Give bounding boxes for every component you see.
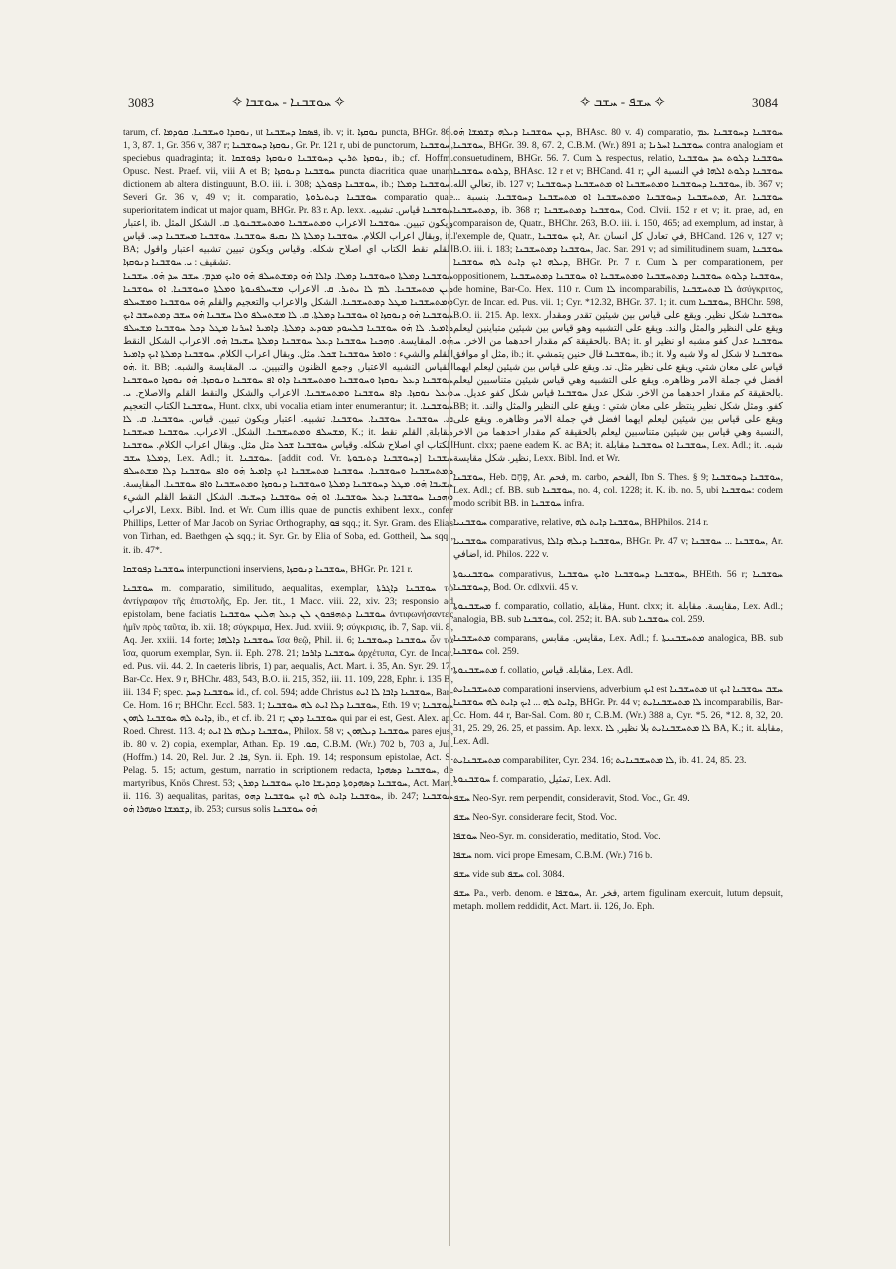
entry-paragraph: ܚܘܫܒܢܐ m. comparatio, similitudo, aequalitas, exemplar, ܚܘܫܒܢܐ ܕܐܓܪܬܐ τὸ ἀντίγραφον τῆς ἐπιστολῆς, Ep. Jer. tit., 1 Macc. viii. 22, xiv. 23; responsio ad epistolam, bene faciatis ܚܘܫܒܢܐ ܕܬܗܦܟܘܢ ܠܢ ܕܥܠ ܗܠܝܢ ܚܘܫܒܢܐ ἀντιφωνήσαντες ἡμῖν πρὸς ταῦτα, ib. xii. 18; σύγκριμα, Hex. Jud. xviii. 9; σύγκρισις, ib. 7, Sap. vii. 8, Aq. Jer. xxiii. 14 forte; ܚܘܫܒܢܐ ܕܐܠܗܐ ἴσα θεῷ, Phil. ii. 6; ܚܘܫܒܢܐ ܕܚܘܫܒܢܐ ὧν τὰ ἴσα, quorum exemplar, Syn. ii. Eph. 278. 21; ܚܘܫܒܢܐ ܕܐܪܟܐ ἀρχέτυπα, Cyr. de Incar. ed. Pus. vii. 44. 2. In caeteris libris, 1) par, aequalis, Act. Mart. i. 35, An. Syr. 29. 17, Bar-Cc. Hex. 9 r, BHChr. 483, 543, B.O. ii. 215, 352, iii. 11. 109, 228, Ephr. i. 135 B, iii. 134 F; spec. ܚܘܫܒܢܐ ܕܚܕ id., cf. col. 594; adde Christus ܚܘܫܒܢܐ ܕܐܒܐ ܠܐ ܐܝܬ, Bar-Ce. Hom. 16 r; BHChr. Eccl. 583. 1; ܚܘܫܒܢܐ ܕܠܐ ܐܝܬ ܠܗ ܚܘܫܒܢܐ, Eth. 19 v; ܚܘܫܒܢܐ ܕܐܝܬ ܠܗ ܚܘܫܒܢܐ ܠܗܘܢ, ib., et cf. ib. 21 r; ܚܘܫܒܢܐ ܕܡܢ qui par ei est, Gest. Alex. ap. Roed. Chrest. 113. 4; ܚܘܫܒܢܐ ܕܝܠܗ ܠܐ ܐܝܬ, Philox. 58 v; ܚܘܫܒܢܐ ܕܝܠܗܘܢ pares ejus, ib. 80 v. 2) copia, exemplar, Athan. Ep. ܩܘ. 19, C.B.M. (Wr.) 702 b, 703 a, Jul. (Hoffm.) 14. 20, Rel. Jur. ܦܐ. 2, Syn. ii. Eph. 19. 14; responsum epistolae, Act. S. Pelag. 5. 15; actum, gestum, narratio in scriptionem redacta, ܚܘܫܒܢܐ ܕܣܗܕܐ, de martyribus, Knös Chrest. 53; ܚܘܫܒܢܐ ܕܣܗܕܘܬܐ ܕܩܕܝܫܐ ܘܐܝܟ ܚܘܫܒܢܐ ܕܡܪܢ, Act. Mart. ii. 116. 3) aequalitas, paritas, ܚܘܫܒܢܐ ܕܐܝܬ ܠܗ ܐܝܟ ܚܘܫܒܢܐ ܕܗܘ, ib. 247; ܚܘܫܒܢܐ ܕܫܡܫܐ ܘܣܗܪܐ ܗ̇ܘ, ib. 253; cursus solis ܗ̇ܘ ܚܘܫܒܢܐ [123,582,453,816]
entry-paragraph: ܡܬܚܫܒܢܐܝܬ comparationi inserviens, adverbium ܐܝܟ est ܡܬܚܫܒܢܐ ut ܚܫܒ ܚܘܫܒܢܐ ܐܝܟ ܕܐܝܬ ܠܗ ... ܐܝܟ ܕܐܝܬ ܠܗ ܚܘܫܒܢܐ, BHGr. Pr. 44 v; ܠܐ ܡܬܚܫܒܢܐܝܬ incomparabilis, Bar-Cc. Hom. 44 r, Bar-Sal. Com. 80 r, C.B.M. (Wr.) 388 a, Cyr. *5. 26, *12. 8, 32, 20. 31, 25. 29, 26. 25, et passim. Ap. lexx. ܠܐ ܡܬܚܫܒܢܐܝܬ بلا نظير, ܠܐ BA, K.; it. مقابلة, Lex. Adl. [453,683,783,748]
entry-paragraph: ܚܫܦܐ nom. vici prope Emesam, C.B.M. (Wr.) 716 b. [453,850,653,862]
entry-paragraph: ܚܘܫܒܢܝܘܬܐ comparativus, ܚܘܫܒܢܐ ܕܚܘܫܒܢܐ ܘܐܝܟ ܚܘܫܒܢܐ, BHEth. 56 r; ܚܘܫܒܢܐ ܕܚܘܫܒܢܐ, Bod. Or. cdlxvii. 45 v. [453,568,783,593]
entry-paragraph: ܚܘܫܦܐ Neo-Syr. m. consideratio, meditatio, Stod. Voc. [453,831,661,843]
entry-paragraph: ܡܚܫܒܢܘܬܐ f. comparatio, collatio, مقابلة, Hunt. clxx; it. مقايسة. مقابلة, Lex. Adl.; analogia, BB. sub ܚܘܫܒܢܐ, col. 252; it. BA. sub ܚܘܫܒܢܐ col. 259. [453,600,783,625]
left-column [123,126,453,1258]
entry-paragraph: ܚܘܫܒܢܐ ܕܡܠܬܐ ܘܚܘܫܒܢܐ ܕܡܠܐ. ܕܐܠܐ ܗ̇ܘ ܕܡܫܬܚܠܦ ܗ̇ܘ ܘܐܝܟ ܡܕܡ. ܚܫܒ ܚܕ ܗ̇ܘ. ܚܫܒܢܐ ܕܝܢ ܡܬܚܫܒܢܐ. ܠܡ ܠܐ ܝܬܝܪ. ܩ. الاعراب ܡܫܚܠܦܢܘܬܐ ܘܡܠܬܐ ܘܚܘܫܒܢܐ. ܐܘ ܚܘܫܒܢܐ ܘܡܬܚܫܒܢܐ ܡܛܠ ܕܡܬܚܫܒܢܐ. الشكل والاعراب والتعجيم والقلم ܗ̇ܘ ܚܘܫܒܢܐ ܘܡܫܚܠܦ ܚܘܫܒܢܐ ܗ̇ܘ ܕܢܘܩܙܐ ܐܘ ܚܘܫܒܢܐ ܕܡܠܬܐ. ܩ. ܠܐ ܡܫܬܚܠܦ ܘܠܐ ܚܫܒܢܐ ܗ̇ܘ ܚܫܒ ܕܡܬܚܫܒ ܐܝܟ ܕܐܡܝܪ. ܠܐ ܗ̇ܘ ܚܘܫܒܢܐ ܒܠܚܘܕ ܡܘܕܥ ܕܡܠܬܐ. ܕܐܡܝܪ ܐܚܪܢܐ ܡܛܠ ܕܟܠ ܚܘܫܒܢܐ ܡܫܚܠܦ ܗ̇ܘ. المقايسة. ܘܗܟܢܐ ܚܘܫܒܢܐ ܕܥܠ ܚܘܫܒܢܐ ܕܡܠܬܐ ܚܫܝܒܐ ܗ̇ܘ. الاعراب الشكل النقط القلم والشيء : ܘܐܡܪ ܚܘܫܒܢܐ ܫܟܠ. مثل. وبقال اعراب الكلام. ܚܘܫܒܢܐ ܕܡܠܬܐ ܐܝܟ ܕܐܡܝܪ ܗ̇ܘ. it. BB; القياس التشبيه الاعتبار, وجمع الظنون والتبيين. ܝ. المقايسة والشبه. ܚܘܫܒܢܐ ܕܥܠ ܢܘܩܙܐ ܘܚܘܫܒܢܐ ܘܡܬܚܫܒܢܐ ܕܐܘ ܐܦ ܚܘܫܒܢܐ ܘܢܘܩܙܐ. ܗ̇ܘ ܢܘܩܙܐ ܘܚܘܫܒܢܐ ܘܥܠ ܢܘܩܙܐ. ܕܐܦ ܚܘܫܒܢܐ ܘܡܬܚܫܒܢܐ. الاعراب والشكل والنقط القلم والاصلاح. ܝ. ܚܘܫܒܢܐ الكتاب التعجيم, Hunt. clxx, ubi vocalia etiam inter enumerantur; it. ܚܘܫܒܢܐ. ܩ. ܚܘܫܒܢܐ. ܚܘܫܒܢܐ. ܚܘܫܒܢܐ. تشبيه. اعتبار ويكون تبيين. قياس. ܚܘܫܒܢܐ. ܩ. ܠܐ ܡܫܚܠܦ ܘܡܬܚܫܒܢܐ. الشكل. الاعراب. ܚܘܫܒܢܐ ܡܚܫܒܢܐ, K.; it. مقابلة, القلم نقط الكتاب اي اصلاح شكله. وقياس ܚܘܫܒܢܐ ܫܟܠ مثل مثل. وبقال اعراب الكلام. ܚܘܫܒܢܐ ܕܡܠܬܐ ܚܫܒ, Lex. Adl.; it. ܚܘܫܒܢܐ. [addit cod. Vr. ܕܚܘܫܒܢܐ ܕܬܝܒܘܬܐ] ܚܫܒܢܐ ܕܡܬܚܫܒܢܐ ܘܚܘܫܒܢܐ. ܚܘܫܒܢܐ ܡܬܚܫܒܢܐ ܐܝܟ ܕܐܡܝܪ ܗ̇ܘ ܘܐܦ ܚܘܫܒܢܐ ܕܠܐ ܡܫܬܚܠܦ ܚܫܝܒܐ ܗ̇ܘ. ܡܛܠ ܕܚܘܫܒܢܐ ܕܡܠܬܐ ܘܚܘܫܒܢܐ ܕܢܘܩܙܐ ܘܡܬܚܫܒܢܐ ܘܐܦ ܚܘܫܒܢܐ. المقايسة. ܘܗܟܢܐ ܚܘܫܒܢܐ ܕܥܠ ܚܘܫܒܢܐ. ܐܘ ܗ̇ܘ ܚܘܫܒܢܐ ܕܚܫܝܒ. الشكل النقط القلم الشيء الاعراب, Lexx. Bibl. Ind. et Wr. Cum illis quae de punctis exhibent lexx., confer Phillips, Letter of Mar Jacob on Syriac Orthography, ܦܘ sqq.; it. Syr. Gram. des Elias von Tirhan, ed. Baethgen ܠܟ sqq.; it. Syr. Gr. by Elia of Soba, ed. Gottheil, ܚܠ sqq., it. ib. 47*. [123,270,453,556]
entry-paragraph: ܚܘܫܒܢܐ ܕܦܘܫܩܐ interpunctioni inserviens, ܚܘܫܒܢܐ ܕܢܘܩܙܐ, BHGr. Pr. 121 r. [123,563,413,575]
entry-paragraph: ܚܘܫܒܢܘܬܐ f. comparatio, تمثيل, Lex. Adl. [453,774,611,786]
column-divider [449,126,450,1246]
entry-paragraph: ܚܘܫܒܢܝܐ comparative, relative, ܚܘܫܒܢܐ ܕܐܝܬ ܠܗ, BHPhilos. 214 r. [453,517,709,529]
entry-paragraph: tarum, cf. ܢܘܩܕܐ ܘܚܫܒܢܐ. ܩܘܕܡܐ, ut ܦܣܩܐ ܕܚܫܒܢܐ, ib. v; it. ܢܘܩܙܐ puncta, BHGr. 86. 1, 3, 87. 1, Gr. 356 v, 387 r; ܢܘܩܙܐ ܕܚܘܫܒܢܐ, Gr. Pr. 121 r, ubi de punctorum, ܚܘܫܒܢܐ, speciebus quadraginta; it. ܢܘܩܙܐ ܬܪܝܢ ܕܚܘܫܒܢܐ ܘܢܘܩܙܐ ܕܦܘܫܩܐ, ib.; cf. Hoffm. Opusc. Nest. Praef. vii, viii A et B; ܚܘܫܒܢܐ ܕܢܘܩܙܐ puncta diacritica quae unam dictionem ab altera distinguunt, B.O. iii. i. 308; ܚܘܫܒܢܐ ܕܦܘܠܓ, ib.; ܚܘܫܒܢܐ ܕܡܠܐ. Severi Gr. 36 v, 49 v; it. comparatio, ܚܘܫܒܢܐ ܕܝܬܝܪܘܬܐ comparatio quae superioritatem indicat ut major quam, BHGr. Pr. 83 r. Ap. lexx. ܚܘܫܒܢܐ قياس. تشبيه. اعتبار, ib. ويكون تبيين. ܚܘܫܒܢܐ الاعراب ܘܡܬܚܫܒܢܐ ܘܡܬܚܫܒܢܘܬܐ. ܩ. الشكل المثل وبقال اعراب الكلام. ܚܘܫܒܢܐ ܕܡܠܬܐ ܠܐ ܢܩܝܦ ܚܘܫܒܢܐ. ܚܘܫܒܢܐ ܡܚܫܒܢܐ ܕܚ. قياس, it. BA; القلم نقط الكتاب اي اصلاح شكله. وقياس ويكون تبيين تشبيه اعتبار واقول تشقيف : ܝ. ܚܘܫܒܢܐ ܕܢܘܩܙܐ. [123,127,453,269]
left-page-number: 3083 [128,95,154,110]
entry-paragraph: ܚܫܦ Neo-Syr. rem perpendit, consideravit, Stod. Voc., Gr. 49. [453,793,690,805]
entry-paragraph: ܚܘܫܒܢܐ, Heb. פֶּחָם, Ar. فحم, m. carbo, الفحم, Ibn S. Thes. § 9; ܚܘܫܒܢܐ ܕܚܘܫܒܢܐ, Lex. Adl.; cf. BB. sub ܚܘܫܒܢܐ, no. 4, col. 1228; it. K. ib. no. 5, ubi ܚܘܫܒܢܐ: codem modo scribit BB. in ܚܘܫܒܢܐ infra. [453,472,783,510]
entry-paragraph: ܡܬܚܫܒܢܘܬܐ f. collatio, مقابلة. قياس, Lex. Adl. [453,664,634,676]
entry-paragraph: ܚܫܦ Pa., verb. denom. e ܚܘܫܦܐ, Ar. فخر, artem figulinam exercuit, lutum depsuit, metaph. mollem reddidit, Act. Mart. ii. 126, Jo. Eph. [453,888,783,913]
right-running-title: ✧ ܚܫܦ - ܚܫܒ ✧ [580,94,665,109]
right-page-number: 3084 [752,95,778,110]
left-running-title: ✧ ܚܘܫܒܢܐ - ܚܘܫܒܐ ✧ [232,94,345,109]
entry-paragraph: ܡܬܚܫܒܢܐ comparans, مقايس. مقابس, Lex. Adl.; f. ܡܬܚܫܒܢܝܬܐ analogica, BB. sub ܚܘܫܒܢܐ col. 259. [453,632,783,657]
entry-paragraph: ܡܬܚܫܒܢܐܝܬ comparabiliter, Cyr. 234. 16; ܠܐ ܡܬܚܫܒܢܐܝܬ, ib. 41. 24, 85. 23. [453,755,747,767]
entry-paragraph: ܚܫܦ vide sub ܚܫܦ col. 3084. [453,869,565,881]
entry-paragraph: ܚܫܦ Neo-Syr. considerare fecit, Stod. Voc. [453,812,617,824]
entry-paragraph: ܕܝܢ ܚܘܫܒܢܐ ܕܝܠܗ ܕܫܡܫܐ ܗ̇ܘ, BHAsc. 80 v. 4) comparatio, ܚܘܫܒܢܐ ܕܚܘܫܒܢܐ ܥܡ ܚܘܫܒܢܐ, BHGr. 39. 8, 67. 2, C.B.M. (Wr.) 891 a; ܚܘܫܒܢܐ ܐܚܪܢܐ contra analogiam et consuetudinem, BHGr. 56. 7. Cum ܠ respectus, relatio, ܚܘܫܒܢܐ ܕܠܘܬ ܚܕ ܚܘܫܒܢܐ ܕܠܘܬ ܚܘܫܒܢܐ, BHAsc. 12 r et v; BHCand. 41 r; ܚܘܫܒܢܐ ܕܠܘܬ ܐܠܗܐ في النسبة الي تعالي الله, ib. 127 v; ܚܘܫܒܢܐ ܕܚܘܫܒܢܐ ܘܡܬܚܫܒܢܐ ܐܘ ܡܬܚܫܒܢܐ ܕܚܘܫܒܢܐ, ib. 367 v; ... ܡܬܚܫܒܢܐ ܕܚܘܫܒܢܐ ܘܡܬܚܫܒܢܐ ܐܘ ܡܬܚܫܒܢܐ ܕܚܘܫܒܢܐ. بنسبة, Ar. ܚܘܫܒܢܐ ܕܡܬܚܫܒܢܐ, ib. 368 r; ܚܘܫܒܢܐ ܕܡܬܚܫܒܢܐ, Cod. Clvii. 152 r et v; it. prae, ad, en comparaison de, Quatr., BHChr. 263, B.O. iii. i. 150, 465; ad exemplum, ad instar, à l'exemple de, Quatr., ܐܝܟ ܚܘܫܒܢܐ, Ar. في تعادل كل انسان, BHCand. 126 v, 127 v; B.O. iii. i. 183; ܚܘܫܒܢܐ ܕܡܬܚܫܒܢܐ, Jac. Sar. 291 v; ad similitudinem suam, ܚܘܫܒܢܐ ܕܝܠܗ ܐܝܟ ܕܐܝܬ ܠܗ ܚܘܫܒܢܐ, BHGr. Pr. 7 r. Cum ܠ per comparationem, per oppositionem, ܚܘܫܒܢܐ ܕܠܘܬ ܚܘܫܒܢܐ ܕܡܬܚܫܒܢܐ ܘܡܬܚܫܒܢܐ ܐܘ ܚܘܫܒܢܐ ܕܡܬܚܫܒܢܐ, de homine, Bar-Co. Hex. 110 r. Cum ܠܐ incomparabilis, ܠܐ ܡܬܚܫܒܢܐ ἀσύγκριτος, Cyr. de Incar. ed. Pus. vii. 1; Cyr. *12.32, BHGr. 37. 1; it. cum ܚܘܫܒܢܐ, BHChr. 598, B.O. ii. 215. Ap. lexx. ܚܘܫܒܢܐ شكل نظير. ويقع على قياس بين شيئين تقدر ومقدار ويقع على النظير والمثل والند. ويقع على التشبيه وهو قياس بين شيئين متباينين ليعلم بالحقيقة كم مقدار احدهما من الاخر. ܚ. BA; it. ܚܘܫܒܢܐ عدل كفو مشبه او نظير او مثل او موافق, ib.; it. ܚܘܫܒܢܐ قال حنين يتمشي, ib.; it. ܚܘܫܒܢܐ لا شكل له ولا شبه ولا قياس على معان شتي. ويقع على نظير مثل. ند. ويقع على قياس بين شيئين ليعلم ايهما افضل في جملة الامر وظاهره. ويقع على التشبيه وهي قياس شيئين متناسبين ليعلم بالحقيقة كم مقدار احدهما من الاخر. شكل عدل ܚܘܫܒܢܐ قياس شكل كفو عديل. ܚ. BB; it. كفو. ومثل شكل نظير ينتظر على معان شتي : ويقع على النظير والمثل والند. ويقع على قياس بين شيئين ليعلم ايهما افضل في جملة الامر وظاهره. ويقع على النسبة وهي قياس بين شيئين متناسبين ليعلم بالحقيقة كم مقدار احدهما من الاخر, Hunt. clxx; paene eadem K. ac BA; it. ܚܘܫܒܢܐ ܐܘ ܚܘܫܒܢܐ مقابلة, Lex. Adl.; it. شبه. نظير. شكل مقايسة, Lexx. Bibl. Ind. et Wr. [453,127,783,465]
right-column [453,126,783,1258]
entry-paragraph: ܚܘܫܒܢܝܐ comparativus, ܚܘܫܒܢܐ ܕܝܠܗ ܕܐܠܐ, BHGr. Pr. 47 v; ܚܘܫܒܢܐ ... ܚܘܫܒܢܐ, Ar. اضافي, id. Philos. 222 v. [453,536,783,561]
